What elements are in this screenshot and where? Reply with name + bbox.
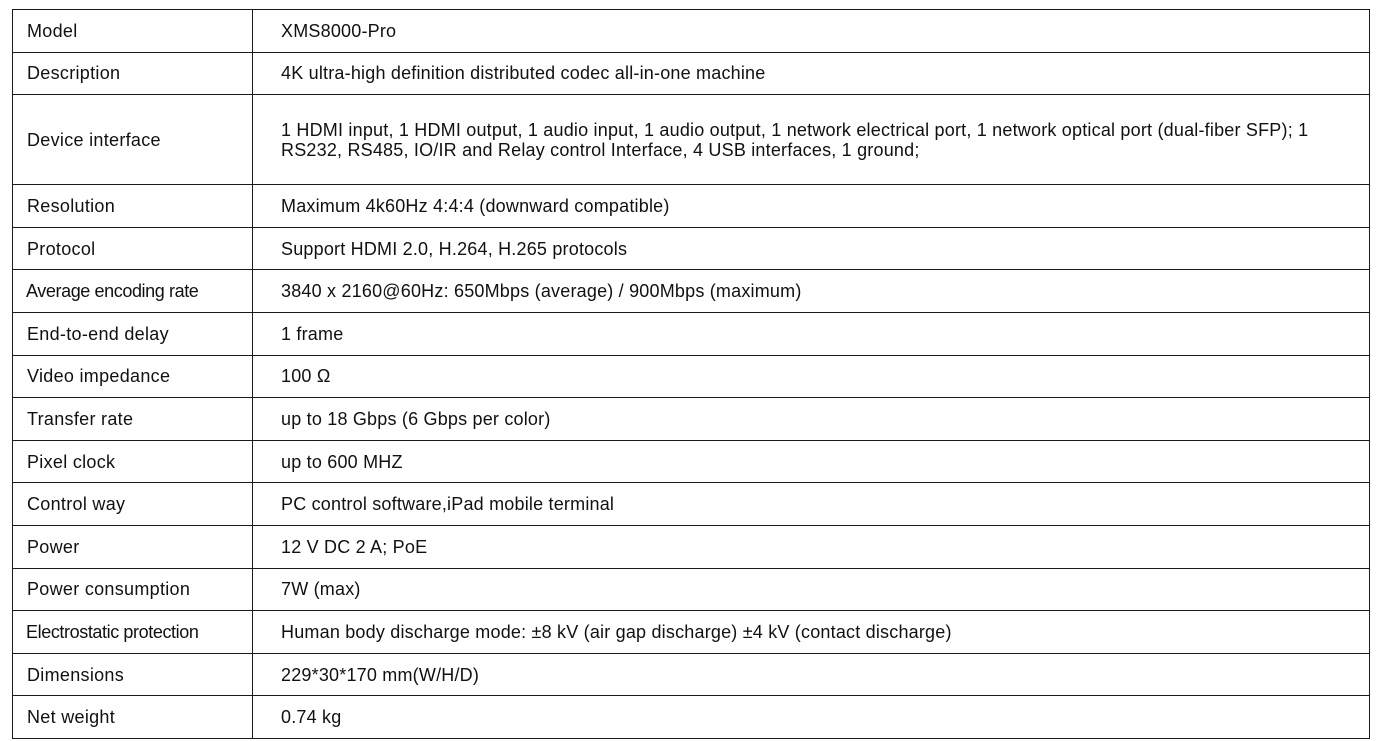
table-row-end-to-end-delay <box>13 312 1370 355</box>
row-label: Average encoding rate <box>13 270 253 313</box>
table-row-electrostatic-protection <box>13 611 1370 654</box>
row-value: Maximum 4k60Hz 4:4:4 (downward compatible) <box>253 185 1370 228</box>
row-label: Electrostatic protection <box>13 611 253 654</box>
row-value: 3840 x 2160@60Hz: 650Mbps (average) / 900Mbps (maximum) <box>253 270 1370 313</box>
table-row-device-interface <box>13 95 1370 185</box>
row-label: Pixel clock <box>13 440 253 483</box>
table-row-net-weight <box>13 696 1370 739</box>
row-label: Model <box>13 10 253 53</box>
table-row-power-consumption <box>13 568 1370 611</box>
table-row-pixel-clock <box>13 440 1370 483</box>
row-value: up to 600 MHZ <box>253 440 1370 483</box>
row-label: Video impedance <box>13 355 253 398</box>
row-value: Human body discharge mode: ±8 kV (air gap discharge) ±4 kV (contact discharge) <box>253 611 1370 654</box>
row-value: 1 HDMI input, 1 HDMI output, 1 audio input, 1 audio output, 1 network electrical port, 1 network optical port (dual-fiber SFP); 1 RS232, RS485, IO/IR and Relay control Interface, 4 USB interfaces, 1 ground; <box>253 95 1370 185</box>
row-value: 1 frame <box>253 312 1370 355</box>
spec-table <box>12 9 1370 739</box>
row-value: 100 Ω <box>253 355 1370 398</box>
row-value: 0.74 kg <box>253 696 1370 739</box>
row-label: Resolution <box>13 185 253 228</box>
row-label: Net weight <box>13 696 253 739</box>
table-row-resolution <box>13 185 1370 228</box>
row-label: Power <box>13 525 253 568</box>
row-value: XMS8000-Pro <box>253 10 1370 53</box>
row-label: Dimensions <box>13 653 253 696</box>
row-value: 7W (max) <box>253 568 1370 611</box>
row-label: Protocol <box>13 227 253 270</box>
table-row-average-encoding-rate <box>13 270 1370 313</box>
row-label: Description <box>13 52 253 95</box>
table-row-control-way <box>13 483 1370 526</box>
table-row-video-impedance <box>13 355 1370 398</box>
table-row-protocol <box>13 227 1370 270</box>
row-value: 4K ultra-high definition distributed codec all-in-one machine <box>253 52 1370 95</box>
row-label: Device interface <box>13 95 253 185</box>
row-value: 12 V DC 2 A; PoE <box>253 525 1370 568</box>
row-value: PC control software,iPad mobile terminal <box>253 483 1370 526</box>
row-label: Transfer rate <box>13 398 253 441</box>
row-label: End-to-end delay <box>13 312 253 355</box>
row-value: 229*30*170 mm(W/H/D) <box>253 653 1370 696</box>
table-row-dimensions <box>13 653 1370 696</box>
table-row-model <box>13 10 1370 53</box>
row-value: Support HDMI 2.0, H.264, H.265 protocols <box>253 227 1370 270</box>
row-value: up to 18 Gbps (6 Gbps per color) <box>253 398 1370 441</box>
row-label: Control way <box>13 483 253 526</box>
table-row-transfer-rate <box>13 398 1370 441</box>
row-label: Power consumption <box>13 568 253 611</box>
table-row-power <box>13 525 1370 568</box>
table-row-description <box>13 52 1370 95</box>
